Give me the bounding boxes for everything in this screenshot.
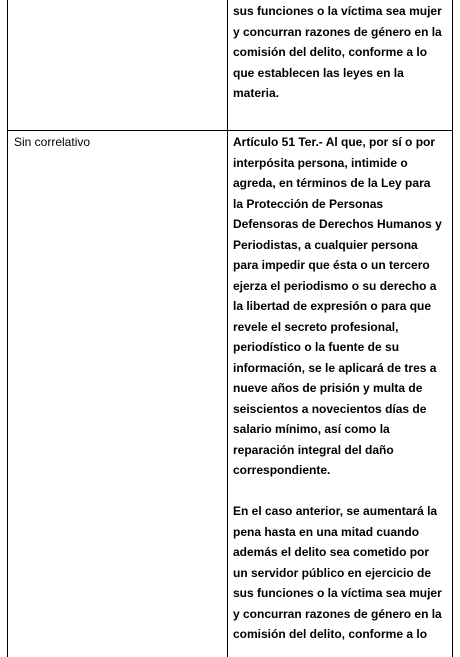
table-border-left	[7, 0, 8, 657]
paragraph-gap	[233, 481, 447, 502]
text-line: materia.	[233, 86, 280, 100]
row1-right-cell	[233, 1, 447, 104]
text-line: que establecen las leyes en la	[233, 65, 404, 80]
text-line: ejerza el periodismo o su derecho a	[233, 278, 437, 293]
text-line: un servidor público en ejercicio de	[233, 565, 432, 580]
text-line: agreda, en términos de la Ley para	[233, 176, 431, 190]
text-line: Defensoras de Derechos Humanos y	[233, 217, 442, 231]
row2-left-cell: Sin correlativo	[14, 135, 91, 149]
text-line: además el delito sea cometido por	[233, 545, 430, 559]
text-line: sus funciones o la víctima sea mujer	[233, 586, 442, 600]
text-line: y concurran razones de género en la	[233, 606, 442, 621]
text-line: periodístico o la fuente de su	[233, 340, 400, 354]
text-line: nueve años de prisión y multa de	[233, 381, 423, 395]
text-line: reparación integral del daño	[233, 442, 394, 457]
text-line: comisión del delito, conforme a lo	[233, 627, 428, 641]
table-border-right	[452, 0, 453, 657]
text-line: seiscientos a novecientos días de	[233, 401, 427, 416]
text-line: y concurran razones de género en la	[233, 24, 442, 39]
text-line: salario mínimo, así como la	[233, 422, 390, 436]
row-divider	[7, 130, 453, 131]
text-line: sus funciones o la víctima sea mujer	[233, 4, 442, 18]
text-line: interpósita persona, intimide o	[233, 155, 408, 170]
text-line: para impedir que ésta o un tercero	[233, 258, 430, 272]
article-paragraph	[233, 132, 447, 481]
text-line: pena hasta en una mitad cuando	[233, 524, 420, 539]
text-line: Artículo 51 Ter.- Al que, por sí o por	[233, 135, 436, 149]
text-line: revele el secreto profesional,	[233, 319, 399, 334]
text-line: la libertad de expresión o para que	[233, 299, 432, 313]
text-line: información, se le aplicará de tres a	[233, 360, 437, 375]
text-line: correspondiente.	[233, 463, 331, 477]
row2-right-cell	[233, 132, 447, 645]
text-line: comisión del delito, conforme a lo	[233, 45, 428, 59]
table-column-divider	[227, 0, 228, 657]
aggravation-paragraph	[233, 501, 447, 645]
text-line: En el caso anterior, se aumentará la	[233, 504, 438, 518]
text-line: Periodistas, a cualquier persona	[233, 237, 418, 252]
text-line: la Protección de Personas	[233, 196, 384, 211]
